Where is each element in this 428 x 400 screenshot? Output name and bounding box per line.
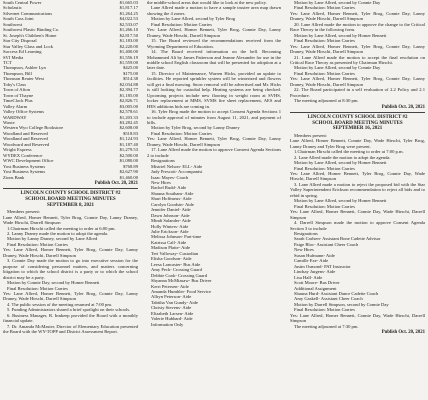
vendor-name: Wright Express xyxy=(3,147,32,153)
vendor-name: TCT xyxy=(3,59,12,65)
publish-date: Publish Oct. 20, 2021 xyxy=(381,104,425,110)
amount: $2,533.07 xyxy=(119,21,138,27)
minutes-paragraph: Amy Gaskell- Assistant Cheer Coach xyxy=(294,296,363,302)
minutes-paragraph: Resignations xyxy=(151,158,175,164)
column-1 xyxy=(3,0,138,400)
minutes-paragraph: Final Resolution: Motion Carries xyxy=(294,307,355,313)
minutes-paragraph: Allryn Peterson- Aide xyxy=(151,294,192,300)
amount: $1,080.00 xyxy=(119,158,138,164)
minutes-paragraph: Motion by Darrell Simpson, second by Connie Day xyxy=(294,301,389,307)
minutes-paragraph: 2. Lane Allred made the motion to adopt the agenda. xyxy=(294,154,391,160)
minutes-paragraph: 3. Connie Day made the motion to go into executive session for the purpose of considering personnel matters, and matters concerning litigation to which the school district is a party or to which the school district may be a party. xyxy=(3,258,138,280)
minutes-paragraph: Valerie Hubbard- Aide xyxy=(151,316,193,322)
minutes-paragraph: 21. Lane Allred made the motion to accept the final resolution on Critical Race Theory as presented by Chairman Hirschi. xyxy=(290,54,425,65)
vendor-name: Thompson, Bill xyxy=(3,70,32,76)
minutes-paragraph: Elizabeth Larsen- Aide xyxy=(151,310,194,316)
minutes-paragraph: Leesa Lancaster- Bus Aide xyxy=(151,261,201,267)
minutes-paragraph: New Hires xyxy=(294,247,314,253)
minutes-paragraph: Final Resolution: Motion Carries xyxy=(294,38,355,44)
vendor-name: WARDWAY xyxy=(3,114,27,120)
minutes-paragraph: 1.Chairman Hirschi called the meeting to order at 7:00 p.m. xyxy=(294,149,404,155)
minutes-paragraph: Shyanna McMiasaw- Bus Driver xyxy=(151,278,212,284)
minutes-paragraph: Final Resolution: Motion Carries xyxy=(7,241,68,247)
minutes-paragraph: Resignations xyxy=(294,231,318,236)
minutes-paragraph: Final Resolution: Motion Carries xyxy=(151,130,212,136)
vendor-name: SVI Media xyxy=(3,54,24,60)
minutes-paragraph: Kerri Petersen- Aide xyxy=(151,283,189,289)
vendor-name: Southwest Plastic Binding Co. xyxy=(3,27,60,33)
ledger-row xyxy=(3,175,138,180)
column-2 xyxy=(147,0,281,400)
vendor-name: South Central Power xyxy=(3,0,42,5)
minutes-paragraph: 17. Lane Allred made the motion to approve Consent Agenda Sections 2 to include xyxy=(147,147,281,158)
amount: $2,034.88 xyxy=(119,81,138,87)
minutes-paragraph: Mistriel Nelson- ELL- Aide xyxy=(151,163,203,169)
divider xyxy=(3,188,138,189)
minutes-paragraph: 22. The Board participated in a self evaluation of 2.2 Policy and 2.1 Procedure. xyxy=(290,87,425,98)
amount: $1,817.17 xyxy=(119,5,138,11)
amount: $1,124.93 xyxy=(119,136,138,142)
amount: $1,665.03 xyxy=(119,0,138,5)
amount: $2,394.77 xyxy=(119,87,138,93)
minutes-paragraph: Motion by Lane Allred, second by Tyler Brog xyxy=(151,16,236,22)
minutes-paragraph: 1.Chairman Hirschi called the meeting to order at 6:00 pm. xyxy=(7,225,116,231)
minutes-body xyxy=(3,209,138,334)
minutes-paragraph: Justin Osmond- PAT Instructor xyxy=(294,263,351,269)
minutes-paragraph: 5. Funding Administrators shared a brief spotlight on their schools. xyxy=(7,307,131,313)
heading-title: SCHOOL BOARD MEETING MINUTES xyxy=(312,120,403,126)
amount: $1,185.00 xyxy=(119,92,138,98)
minutes-paragraph: Final Resolution: Motion Carries xyxy=(294,165,355,171)
vendor-name: Town of Afton xyxy=(3,87,30,93)
vendor-name: Waxie xyxy=(3,119,15,125)
amount: $4,022.53 xyxy=(119,16,138,22)
minutes-paragraph: 20. Lane Allred made the motion to approve the change to the Critical Race Theory in the following form. xyxy=(290,21,425,33)
amount: $425.00 xyxy=(123,65,138,71)
minutes-paragraph: Lisa Hall- Aide xyxy=(294,274,323,280)
minutes-paragraph: Shauna Hurd- Assistant Dance Cadette Coach xyxy=(294,290,379,296)
minutes-paragraph: Lane Allred, Homer Bennett, Connie Day, Wade Hirschi, Tyler Brog, Lanny Draney and Tyler Brog were present. xyxy=(290,138,425,149)
minutes-paragraph: Susan Hufmann- Aide xyxy=(294,252,335,258)
heading-date: SEPTEMBER 16, 2021 xyxy=(332,126,383,132)
vendor-name: Town of Thayne xyxy=(3,92,34,98)
amount: $2,608.00 xyxy=(119,125,138,131)
divider xyxy=(290,112,425,113)
minutes-paragraph: 7. Dr. Amanda McMaster, Director of Elementary Education presented the Board with the WY-TOPP and District Assessment Report. xyxy=(3,323,138,335)
amount: $768.89 xyxy=(123,163,138,169)
notice-heading xyxy=(3,191,138,208)
bills-ledger xyxy=(3,0,138,180)
minutes-paragraph: 2. Lanny Draney made the motion to adopt the agenda. xyxy=(7,231,109,236)
amount: $2,817.50 xyxy=(119,32,138,38)
minutes-paragraph: Final Resolution: Motion Carries xyxy=(294,70,355,76)
amount: $1,203.33 xyxy=(119,114,138,120)
minutes-paragraph: 14. The Board received information on the bell. Becoming Mohammed Ali by James Patterson and Jeanne Alexander for use in the middle school English classroom that will be presented for adoption at a later date. xyxy=(147,49,281,71)
minutes-paragraph: Lindsay Jurgens- Aide xyxy=(294,269,336,275)
vendor-name: Toby's Class xyxy=(3,81,27,87)
vendor-name: Woodward and Reserved xyxy=(3,141,50,147)
minutes-paragraph: Rachel Rudd- Aide xyxy=(151,185,187,191)
minutes-paragraph: Camille Exe- Aide xyxy=(294,258,329,264)
amount: $1,460.00 xyxy=(119,174,138,180)
vendor-name: Valley Alarm xyxy=(3,103,28,109)
vendor-name: WWC Development Office xyxy=(3,158,54,164)
minutes-paragraph: Teri Valloway- Custodian xyxy=(151,250,199,256)
minutes-paragraph: Shari Hoffmeus- Aide xyxy=(151,196,192,202)
minutes-paragraph: 15. Director of Maintenance, Warren Hicks, provided an update to facilities. He reported sprinkler system will be winterized and flowers will get a final mowing. Snow removal will be advertised and Mr. Hicks is still looking for custodial help. Heating systems are being checked. Upcoming projects include new flooring in weight room at SVHS, locker replacement at MMS, SVMS fire sheet replacement, AES and HES additions bids are coming in. xyxy=(147,70,281,109)
publish-date: Publish Oct. 20, 2021 xyxy=(381,330,425,336)
minutes-paragraph: Motion by Lane Allred, second by Connie Day xyxy=(294,0,381,5)
heading-date: SEPTEMBER 8, 2021 xyxy=(46,202,95,208)
minutes-paragraph: Information Only xyxy=(151,321,184,327)
vendor-name: Woodland and Reserved xyxy=(3,130,48,136)
minutes-paragraph: Madison Platte- Aide xyxy=(151,245,191,251)
notice-heading xyxy=(290,115,425,132)
vendor-name: Scholastic xyxy=(3,5,22,11)
minutes-body xyxy=(290,133,425,329)
amount: $2,826.71 xyxy=(119,98,138,104)
vendor-name: Star City Disposal xyxy=(3,38,37,44)
vendor-name: Thompson, Ashlee Lyn xyxy=(3,65,46,71)
minutes-paragraph: Amanda Humbler- Food Service xyxy=(151,289,211,295)
minutes-paragraph: Lane Allred made a motion to have a sample trustee area map drawn showing the 4 zones. xyxy=(147,5,281,16)
minutes-paragraph: 16. Tyler Brog made the motion to accept Consent Agenda Sections 1 to include approval of minutes from August 11, 2021, and payment of bills. xyxy=(147,109,281,125)
minutes-body xyxy=(147,0,281,327)
minutes-paragraph: Christy Stevens- Aide xyxy=(151,305,192,311)
amount: $514.38 xyxy=(123,76,138,82)
amount: $3,005.00 xyxy=(119,103,138,109)
column-3 xyxy=(290,0,425,400)
heading-title: SCHOOL BOARD MEETING MINUTES xyxy=(25,197,116,202)
minutes-paragraph: Mindi Salander- Aide xyxy=(151,218,191,224)
vendor-name: Valley Office Systems xyxy=(3,109,44,115)
minutes-body xyxy=(290,0,425,104)
amount: $1,279.53 xyxy=(119,147,138,153)
vendor-name: Thomson Reuter West xyxy=(3,76,44,82)
minutes-paragraph: Yes: Lane Allred, Homer Bennett, Tyler Brog, Connie Day, Lanny Draney, Wade Hirschi, Darrell Simpson xyxy=(3,290,138,302)
minutes-paragraph: Final Resolution: Motion Carries xyxy=(294,5,355,11)
minutes-paragraph: 4. The public session of the meeting resumed at 7:00 pm. xyxy=(7,301,113,307)
amount: $1,400.00 xyxy=(119,49,138,55)
minutes-paragraph: 4. Darrell Simpson made the motion to approve Consent Agenda Section 3 to include xyxy=(290,220,425,231)
amount: $2,500.00 xyxy=(119,152,138,158)
minutes-paragraph: Debbie Cook- Crossing Guard xyxy=(151,272,208,278)
minutes-paragraph: Yes: Lane Allred, Homer Bennett, Connie Day, Wade Hirschi, Darrell Simpson xyxy=(290,312,425,324)
minutes-paragraph: Holly Winters- Aide xyxy=(151,223,189,229)
minutes-paragraph: Yes: Lane Allred, Homer Bennett, Tyler Brog, Connie Day, Lanny Draney, Wade Hirschi, Darrell Simpson xyxy=(290,43,425,55)
minutes-paragraph: Yes: Lane Allred, Homer Bennett, Tyler Brog, Connie Day, Lanny Draney, Wade Hirschi, Darrell Simpson xyxy=(147,136,281,147)
minutes-paragraph: Carolyn Goodsin- Aide xyxy=(151,201,194,207)
amount: $2,627.90 xyxy=(119,169,138,175)
minutes-paragraph: Members present: xyxy=(7,209,41,215)
minutes-paragraph: Yes: Lane Allred, Homer Bennett, Tyler Brog, Connie Day, Lanny Draney, Wade Hirschi, Darrell Simpson xyxy=(3,247,138,258)
minutes-paragraph: Judy Prescott- Accompanist xyxy=(151,169,203,175)
minutes-paragraph: 6. Business Manager, R. Innkeep provided the Board with a monthly financial update. xyxy=(3,312,138,324)
minutes-paragraph: Dawn Johnson- Aide xyxy=(151,212,190,218)
minutes-paragraph: Shauna Southam- Aide xyxy=(151,190,194,196)
minutes-paragraph: the middle-school areas that would like to look at the new policy. xyxy=(147,0,267,5)
vendor-name: TimeClock Plus xyxy=(3,98,33,104)
minutes-paragraph: The meeting adjourned at 8:30 pm. xyxy=(294,98,359,104)
minutes-paragraph: Motion by Connie Day, second by Homer Bennett xyxy=(7,280,100,286)
publish-date: Publish Oct. 20, 2021 xyxy=(94,180,138,186)
minutes-paragraph: Yes: Lane Allred, Homer Bennett, Tyler Brog, Connie Day, Wade Hirschi, Darrell Simpson xyxy=(290,171,425,182)
minutes-paragraph: Isaac Mayes- Coach xyxy=(151,174,189,180)
minutes-paragraph: Katrissa Call- Aide xyxy=(151,239,187,245)
heading-district: LINCOLN COUNTY SCHOOL DISTRICT #2 xyxy=(20,191,121,197)
minutes-paragraph: New Hires xyxy=(151,179,171,185)
minutes-paragraph: Motion by Lane Allred, second by Connie Day xyxy=(294,65,381,71)
vendor-name: Silvernet Communications xyxy=(3,10,53,16)
amount: $175.00 xyxy=(123,70,138,76)
minutes-paragraph: Motion by Lane Allred, second by Homer Bennett xyxy=(294,160,387,166)
minutes-paragraph: Motion by Lanny Draney, second by Lane Allred xyxy=(7,236,98,242)
vendor-name: St. Joseph's Children's Home xyxy=(3,32,57,38)
amount: $1,559.00 xyxy=(119,59,138,65)
amount: $1,556.19 xyxy=(119,54,138,60)
amount: $2,220.00 xyxy=(119,43,138,49)
minutes-paragraph: Lane Allred, Homer Bennett, Tyler Brog, Connie Day, Lanny Draney, Wade Hirschi, Darrell Simpson xyxy=(3,214,138,226)
amount: $1,183.00 xyxy=(119,38,138,44)
minutes-paragraph: Sarah Carlsen- Assistant Bone Cadette Advisor xyxy=(294,236,381,242)
vendor-name: Yost Business Systems xyxy=(3,163,46,169)
minutes-paragraph: Elisha Goodson- Aide xyxy=(151,256,192,262)
minutes-paragraph: The meeting adjourned at 7:30 pm. xyxy=(294,323,359,329)
minutes-paragraph: Melissa Johnson- Part-time xyxy=(151,234,202,240)
vendor-name: Western Wyo College Bookstore xyxy=(3,125,64,131)
minutes-paragraph: Final Resolution: Motion Carries xyxy=(151,21,212,27)
amount: $1,187.40 xyxy=(119,141,138,147)
minutes-paragraph: 15. The Board reviewed the recommendations received from the Wyoming Department of Education. xyxy=(147,38,281,49)
vendor-name: South Cass Joint xyxy=(3,16,34,22)
minutes-paragraph: Motion by Lane Allred, second by Homer Bennett xyxy=(294,32,387,38)
minutes-paragraph: Motion by Lane Allred, second by Homer Bennett xyxy=(294,198,387,204)
amount: $518.83 xyxy=(123,130,138,136)
minutes-paragraph: Tabitha Van Gundy- Aide xyxy=(151,299,198,305)
vendor-name: Southwest xyxy=(3,21,23,27)
amount: $2,578.61 xyxy=(119,109,138,115)
minutes-paragraph: 3. Lane Allred made a motion to reject the proposed bid with the Star Valley Superintendent Erickson recommendation to reject all bids and to rebid in spring. xyxy=(290,181,425,198)
minutes-paragraph: Members present: xyxy=(294,132,328,138)
minutes-paragraph: Yes: Lane Allred, Homer Bennett, Tyler Brog, Connie Day, Lanny Draney, Wade Hirschi, Darrell Simpson xyxy=(290,76,425,87)
minutes-paragraph: Motion by Tyler Brog, second by Lanny Draney xyxy=(151,125,240,131)
vendor-name: Star Valley Glass and Lock xyxy=(3,43,53,49)
minutes-paragraph: Additional Assignment xyxy=(294,285,337,291)
minutes-paragraph: Amy Peck- Crossing Guard xyxy=(151,267,202,273)
amount: $3,282.45 xyxy=(119,119,138,125)
minutes-paragraph: Yes: Lane Allred, Homer Bennett, Tyler Brog, Connie Day, Lanny Draney, Wade Hirschi, Darrell Simpson xyxy=(290,10,425,22)
minutes-paragraph: Paige Bloc- Assistant Cheer Coach xyxy=(294,241,359,247)
amount: $1,264.25 xyxy=(119,10,138,16)
minutes-paragraph: Final Resolution: Motion Carries xyxy=(294,203,355,209)
heading-district: LINCOLN COUNTY SCHOOL DISTRICT #2 xyxy=(307,115,408,121)
minutes-paragraph: Yes: Lane Allred, Homer Bennett, Tyler Brog, Connie Day, Lanny Draney, Wade Hirschi, Darrell Simpson xyxy=(147,27,281,38)
minutes-paragraph: Scott Moore- Bus Driver xyxy=(294,280,340,286)
minutes-paragraph: Final Resolution: Motion Carries xyxy=(7,285,68,291)
vendor-name: Zions Bank xyxy=(3,174,25,180)
minutes-paragraph: Yes: Lane Allred, Homer Bennett, Connie Day, Wade Hirschi, Darrell Simpson xyxy=(290,209,425,220)
minutes-paragraph: Julie Erickson- Aide xyxy=(151,229,189,235)
vendor-name: Woodland and Reserved xyxy=(3,136,48,142)
vendor-name: Yost Business Systems xyxy=(3,169,46,175)
vendor-name: WYDEX Conference xyxy=(3,152,43,158)
amount: $1,266.10 xyxy=(119,27,138,33)
minutes-paragraph: Jennifer Daniel- Aide xyxy=(151,207,191,213)
vendor-name: Success Ed Learning xyxy=(3,49,42,55)
